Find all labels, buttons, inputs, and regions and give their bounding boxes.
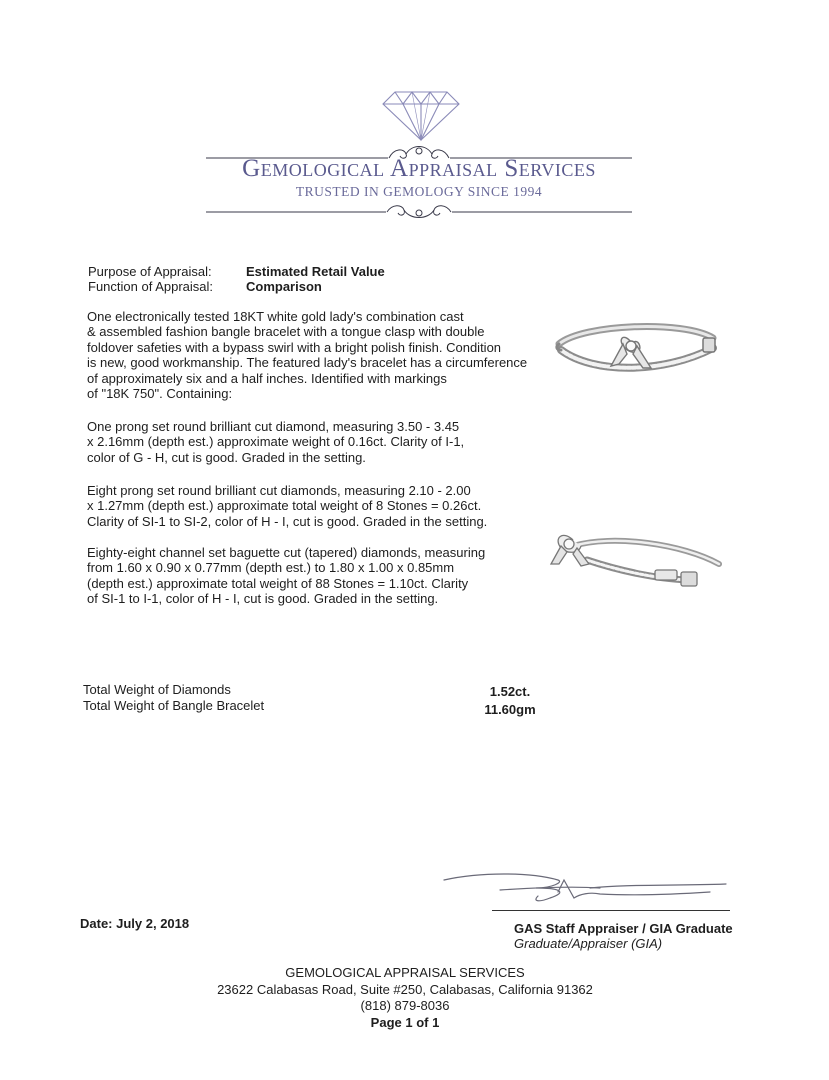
purpose-label: Purpose of Appraisal: [88, 264, 212, 279]
bottom-ornament-divider [206, 202, 632, 222]
total-diamond-weight-label: Total Weight of Diamonds [83, 682, 231, 697]
footer-address: 23622 Calabasas Road, Suite #250, Calabasas, California 91362 [217, 982, 593, 997]
text-line: Clarity of SI-1 to SI-2, color of H - I, cut is good. Graded in the setting. [87, 513, 488, 529]
appraiser-subtitle: Graduate/Appraiser (GIA) [514, 936, 663, 951]
center-diamond-paragraph [87, 419, 557, 465]
text-line: of "18K 750". Containing: [87, 386, 233, 402]
function-label: Function of Appraisal: [88, 279, 214, 294]
appraiser-title: GAS Staff Appraiser / GIA Graduate [514, 921, 733, 936]
text-line: x 2.16mm (depth est.) approximate weight of 0.16ct. Clarity of I-1, [87, 434, 465, 450]
company-tagline: TRUSTED IN GEMOLOGY SINCE 1994 [295, 184, 543, 199]
text-line: Eight prong set round brilliant cut diamonds, measuring 2.10 - 2.00 [87, 483, 471, 498]
company-name-heading: Gemological Appraisal Services [242, 155, 596, 182]
text-line: foldover safeties with a bypass swirl with a bright polish finish. Condition [87, 339, 502, 355]
total-bracelet-weight-value: 11.60gm [484, 702, 536, 717]
diamond-logo-icon [381, 86, 461, 142]
total-bracelet-weight-label: Total Weight of Bangle Bracelet [83, 698, 265, 713]
text-line: Eighty-eight channel set baguette cut (tapered) diamonds, measuring [87, 545, 486, 560]
text-line: (depth est.) approximate total weight of 88 Stones = 1.10ct. Clarity [87, 575, 469, 591]
text-line: of approximately six and a half inches. Identified with markings [87, 370, 447, 386]
text-line: color of G - H, cut is good. Graded in the setting. [87, 449, 366, 465]
item-description-paragraph [87, 309, 557, 401]
text-line: x 1.27mm (depth est.) approximate total weight of 8 Stones = 0.26ct. [87, 498, 482, 514]
footer-phone: (818) 879-8036 [360, 998, 450, 1013]
text-line: One electronically tested 18KT white gold lady's combination cast [87, 309, 464, 324]
bangle-bracelet-closed-photo [553, 314, 723, 386]
footer-company-name: GEMOLOGICAL APPRAISAL SERVICES [285, 965, 525, 980]
appraiser-signature [440, 866, 730, 916]
text-line: from 1.60 x 0.90 x 0.77mm (depth est.) to 1.80 x 1.00 x 0.85mm [87, 560, 455, 576]
text-line: One prong set round brilliant cut diamond, measuring 3.50 - 3.45 [87, 419, 460, 434]
appraisal-date: Date: July 2, 2018 [80, 916, 190, 931]
signature-line [492, 910, 730, 911]
text-line: is new, good workmanship. The featured lady's bracelet has a circumference [87, 355, 528, 371]
page-number: Page 1 of 1 [370, 1015, 440, 1030]
function-value: Comparison [246, 279, 322, 294]
text-line: & assembled fashion bangle bracelet with a tongue clasp with double [87, 324, 485, 340]
bangle-bracelet-open-photo [543, 520, 723, 598]
purpose-value: Estimated Retail Value [246, 264, 385, 279]
round-diamonds-paragraph [87, 483, 557, 529]
text-line: of SI-1 to I-1, color of H - I, cut is good. Graded in the setting. [87, 591, 439, 607]
baguette-diamonds-paragraph [87, 545, 557, 607]
total-diamond-weight-value: 1.52ct. [489, 684, 531, 699]
